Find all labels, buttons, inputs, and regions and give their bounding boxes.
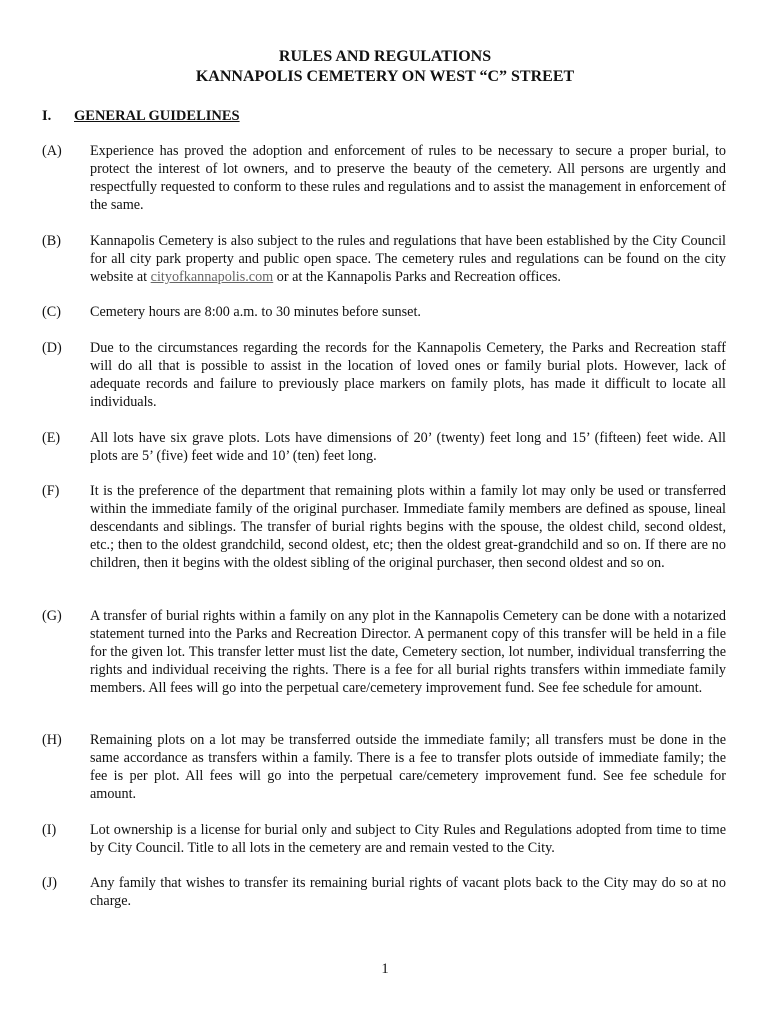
rule-label: (G) xyxy=(42,608,62,624)
rule-label: (F) xyxy=(42,483,60,499)
rule-text: Due to the circumstances regarding the records for the Kannapolis Cemetery, the Parks and Recreation staff will do all that is possible to assist in the location of loved ones or family burial plots. However, lack of adequate records and failure to previously place markers on family plots, has made it difficult to locate all individuals. xyxy=(90,340,726,410)
rule-item-a xyxy=(42,142,726,214)
rule-label: (D) xyxy=(42,340,62,356)
rule-text: Lot ownership is a license for burial only and subject to City Rules and Regulations adopted from time to time by City Council. Title to all lots in the cemetery are and remain vested to the City. xyxy=(90,822,726,856)
rule-text: Remaining plots on a lot may be transferred outside the immediate family; all transfers must be done in the same accordance as transfers within a family. There is a fee to transfer plots outside of immediate family; the fee is per plot. All fees will go into the perpetual care/cemetery improvement fund. See fee schedule for amount. xyxy=(90,732,726,802)
rule-text: It is the preference of the department that remaining plots within a family lot may only be used or transferred within the immediate family of the original purchaser. Immediate family members are defined as spouse, lineal descendants and siblings. The transfer of burial rights begins with the spouse, the oldest child, second oldest, etc.; then to the oldest grandchild, second oldest, etc; then the oldest great-grandchild and so on. If there are no children, then it begins with the oldest sibling of the original purchaser, then second oldest and so on. xyxy=(90,483,726,571)
rule-item-b xyxy=(42,232,726,286)
rule-item-e xyxy=(42,429,726,465)
rule-label: (H) xyxy=(42,732,62,748)
section-name: GENERAL GUIDELINES xyxy=(74,108,240,124)
rule-item-j xyxy=(42,874,726,910)
rule-label: (A) xyxy=(42,143,62,159)
rule-text: Cemetery hours are 8:00 a.m. to 30 minutes before sunset. xyxy=(90,304,421,320)
rule-item-f xyxy=(42,482,726,572)
rule-label: (E) xyxy=(42,430,61,446)
rule-label: (I) xyxy=(42,822,57,838)
rule-label: (B) xyxy=(42,233,61,249)
rule-label: (J) xyxy=(42,875,57,891)
rule-text: Experience has proved the adoption and enforcement of rules to be necessary to secure a proper burial, to protect the interest of lot owners, and to preserve the beauty of the cemetery. All persons are urgently and respectfully requested to conform to these rules and regulations and to assist the management in enforcement of the same. xyxy=(90,143,726,213)
rule-text: Any family that wishes to transfer its remaining burial rights of vacant plots back to the City may do so at no charge. xyxy=(90,875,726,909)
rule-item-d xyxy=(42,339,726,411)
page-number: 1 xyxy=(381,961,389,977)
document-subtitle: KANNAPOLIS CEMETERY ON WEST “C” STREET xyxy=(195,68,575,85)
rule-item-g xyxy=(42,607,726,697)
rule-item-h xyxy=(42,731,726,803)
rule-text-part: or at the Kannapolis Parks and Recreation offices. xyxy=(273,269,561,285)
rule-item-i xyxy=(42,821,726,857)
rule-item-c xyxy=(42,303,726,321)
rule-text: All lots have six grave plots. Lots have dimensions of 20’ (twenty) feet long and 15’ (fifteen) feet wide. All plots are 5’ (five) feet wide and 10’ (ten) feet long. xyxy=(90,430,726,464)
rule-text xyxy=(90,232,726,286)
section-number: I. xyxy=(42,108,52,124)
rule-text-part: Kannapolis Cemetery is also subject to the rules and regulations that have been established by the City Council for all city park property and public open space. The cemetery rules and regulations can be found on the city website at xyxy=(90,233,726,285)
city-website-link[interactable]: cityofkannapolis.com xyxy=(150,269,274,285)
rule-label: (C) xyxy=(42,304,61,320)
rule-text: A transfer of burial rights within a family on any plot in the Kannapolis Cemetery can be done with a notarized statement turned into the Parks and Recreation Director. A permanent copy of this transfer will be held in a file for the given lot. This transfer letter must list the date, Cemetery section, lot number, individual transferring the rights and individual receiving the rights. There is a fee for all burial rights transfers within immediate family members. All fees will go into the perpetual care/cemetery improvement fund. See fee schedule for amount. xyxy=(90,608,726,696)
document-title: RULES AND REGULATIONS xyxy=(278,48,492,65)
